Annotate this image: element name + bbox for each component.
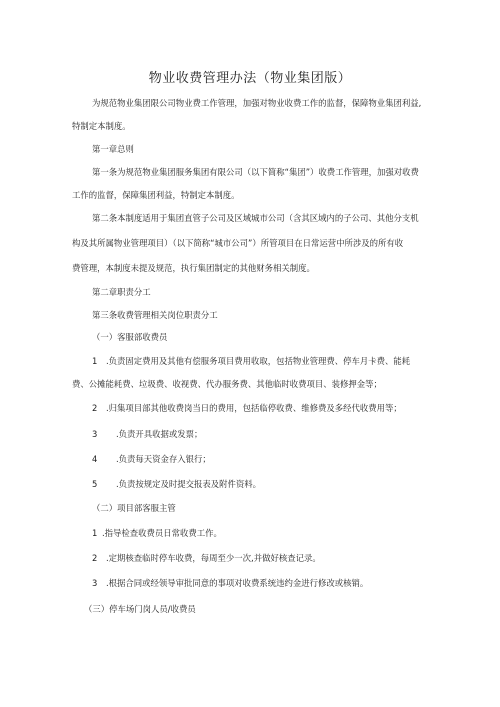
section-2-item-1 <box>92 528 222 539</box>
article-2-line-3: 费管理，本制度未提及规范，执行集团制定的其他财务相关制度。 <box>72 263 315 273</box>
intro-line-1: 为规范物业集团限公司物业费工作管理，加强对物业收费工作的监督，保障物业集团利益, <box>92 98 422 108</box>
section-1-item-4 <box>92 454 211 465</box>
item-number: 1 <box>92 528 98 538</box>
item-number: 2 <box>92 403 98 413</box>
section-1-item-5 <box>92 479 261 490</box>
section-3-heading: （三）停车场门岗人员/收费员 <box>84 604 196 614</box>
section-2-item-2 <box>92 553 321 564</box>
article-3-heading: 第三条收费管理相关岗位职责分工 <box>92 310 218 320</box>
section-2-item-3 <box>92 578 368 589</box>
item-text: .负责每天资金存入银行； <box>116 454 211 464</box>
item-number: 4 <box>92 454 98 464</box>
item-number: 3 <box>92 578 98 588</box>
section-1-heading: （一）客服部收费员 <box>92 332 168 342</box>
item-text: .归集项目部其他收费岗当日的费用，包括临停收费、维修费及多经代收费用等； <box>106 403 402 413</box>
chapter-1-heading: 第一章总则 <box>92 144 134 154</box>
item-number: 5 <box>92 479 98 489</box>
item-text: .负责开具收据或发票； <box>116 429 203 439</box>
item-text: .负责固定费用及其他有偿服务项目费用收取，包括物业管理费、停车月卡费、能耗 <box>106 356 411 366</box>
chapter-2-heading: 第二章职责分工 <box>92 287 151 297</box>
item-number: 2 <box>92 553 98 563</box>
item-number: 1 <box>92 356 98 366</box>
intro-line-2: 特制定本制度。 <box>72 121 131 131</box>
item-text: .定期核查临时停车收费，每周至少一次,并做好核查记录。 <box>106 553 321 563</box>
article-1-line-2: 工作的监督，保障集团利益，特制定本制度。 <box>72 190 240 200</box>
section-1-item-1-line-2: 费、公摊能耗费、垃圾费、收视费、代办服务费、其他临时收费项目、装修押金等； <box>72 379 382 389</box>
section-2-heading: （二）项目部客服主管 <box>92 503 176 513</box>
article-2-line-2: 构及其所属物业管理项目）（以下简称“城市公司”）所管项目在日常运营中所涉及的所有收 <box>72 238 404 248</box>
article-1-line-1: 第一条为规范物业集团服务集团有限公司（以下简称“集团”）收费工作管理，加强对收费 <box>92 167 419 177</box>
section-1-item-1-line-1 <box>92 356 410 367</box>
item-text: .根据合同或经领导审批同意的事项对收费系统违约金进行修改或核销。 <box>106 578 369 588</box>
document-title: 物业收费管理办法（物业集团版） <box>148 71 352 86</box>
item-text: .负责按规定及时提交报表及附件资料。 <box>116 479 262 489</box>
section-1-item-2 <box>92 403 402 414</box>
item-text: .指导检查收费员日常收费工作。 <box>102 528 222 538</box>
item-number: 3 <box>92 429 98 439</box>
section-1-item-3 <box>92 429 202 440</box>
article-2-line-1: 第二条本制度适用于集团直管子公司及区域城市公司（含其区域内的子公司、其他分支机 <box>92 213 419 223</box>
